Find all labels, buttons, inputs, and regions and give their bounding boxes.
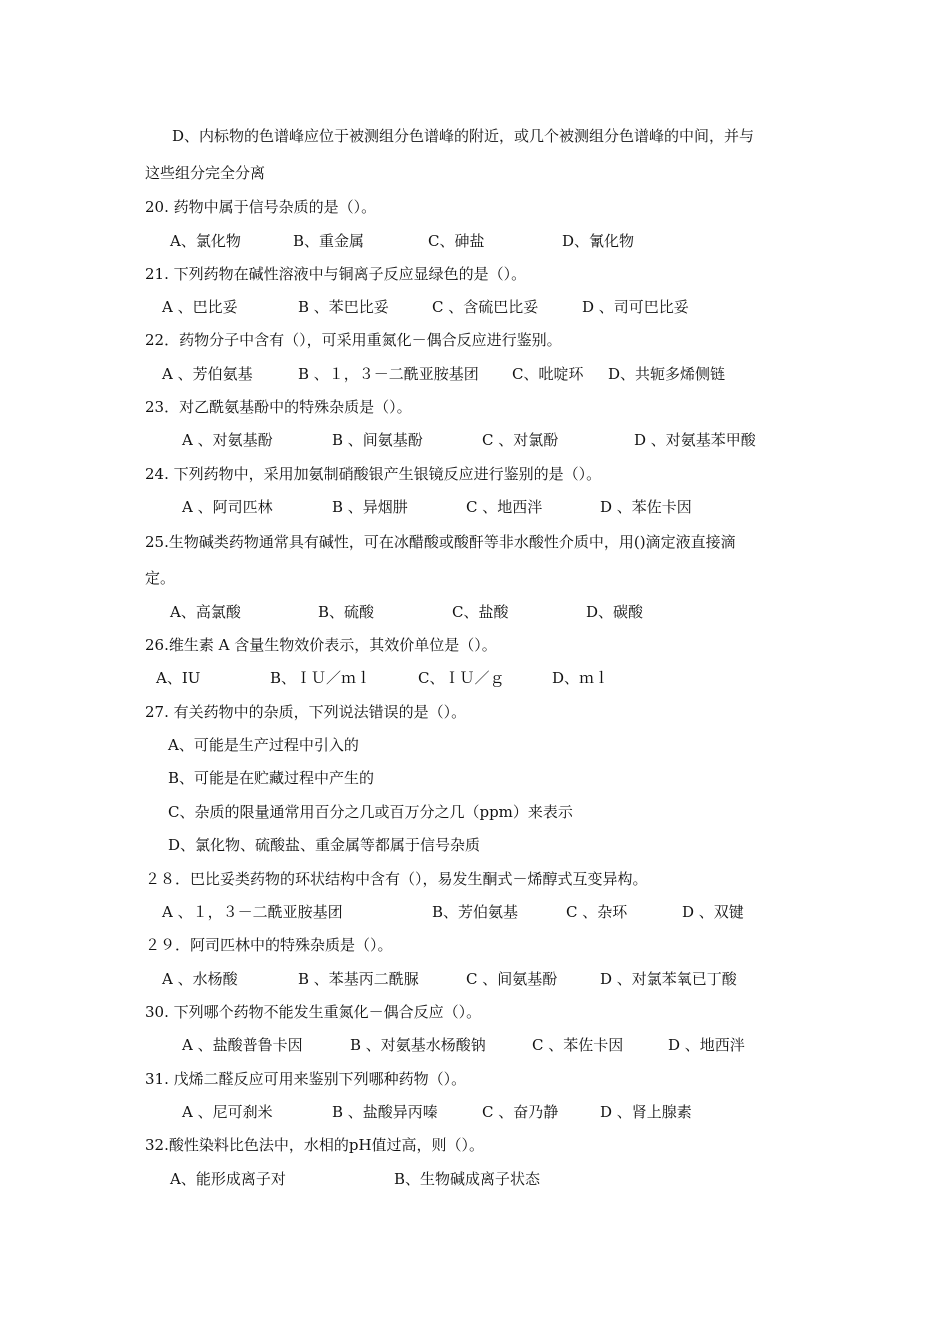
- option-b: B 、苯巴比妥: [298, 298, 389, 316]
- option-c: C 、奋乃静: [482, 1103, 559, 1121]
- option-b: B 、盐酸异丙嗪: [332, 1103, 438, 1121]
- question-27-stem: 27. 有关药物中的杂质，下列说法错误的是（）。: [145, 703, 467, 721]
- option-d: D 、对氯苯氧已丁酸: [600, 970, 737, 988]
- option-a: A、IU: [156, 669, 201, 687]
- option-d: D 、对氨基苯甲酸: [634, 431, 756, 449]
- option-d: D 、肾上腺素: [600, 1103, 692, 1121]
- option-a: A 、芳伯氨基: [162, 365, 253, 383]
- option-c: C 、苯佐卡因: [532, 1036, 624, 1054]
- question-21-stem: 21. 下列药物在碱性溶液中与铜离子反应显绿色的是（）。: [145, 265, 527, 283]
- question-24-stem: 24. 下列药物中，采用加氨制硝酸银产生银镜反应进行鉴别的是（）。: [145, 465, 602, 483]
- option-a: A 、尼可刹米: [182, 1103, 273, 1121]
- option-b: B 、１，３－二酰亚胺基团: [298, 365, 479, 383]
- option-a: A 、对氨基酚: [182, 431, 273, 449]
- question-27-option-a: A、可能是生产过程中引入的: [168, 736, 359, 754]
- question-29-stem: ２９．阿司匹林中的特殊杂质是（）。: [145, 936, 393, 954]
- option-d: D、氰化物: [562, 232, 635, 250]
- option-b: B 、对氨基水杨酸钠: [350, 1036, 486, 1054]
- option-a: A、氯化物: [170, 232, 241, 250]
- question-23-stem: 23．对乙酰氨基酚中的特殊杂质是（）。: [145, 398, 412, 416]
- question-26-stem: 26.维生素 A 含量生物效价表示，其效价单位是（）。: [145, 636, 497, 654]
- option-c: C 、对氯酚: [482, 431, 559, 449]
- option-c: C、砷盐: [428, 232, 485, 250]
- question-32-stem: 32.酸性染料比色法中，水相的pH值过高，则（）。: [145, 1136, 485, 1154]
- question-31-stem: 31. 戊烯二醛反应可用来鉴别下列哪种药物（）。: [145, 1070, 467, 1088]
- option-c: C 、杂环: [566, 903, 628, 921]
- option-b: B 、苯基丙二酰脲: [298, 970, 419, 988]
- option-c: C、ＩＵ／ｇ: [418, 669, 505, 687]
- option-b: B、ＩＵ／ｍｌ: [270, 669, 372, 687]
- option-a: A、能形成离子对: [170, 1170, 286, 1188]
- option-b: B、重金属: [293, 232, 365, 250]
- question-20-stem: 20. 药物中属于信号杂质的是（）。: [145, 198, 377, 216]
- question-22-stem: 22．药物分子中含有（），可采用重氮化－偶合反应进行鉴别。: [145, 331, 562, 349]
- option-a: A 、盐酸普鲁卡因: [182, 1036, 303, 1054]
- option-a: A 、巴比妥: [162, 298, 238, 316]
- intro-line-2: 这些组分完全分离: [145, 164, 266, 182]
- option-c: C 、间氨基酚: [466, 970, 558, 988]
- option-b: B、硫酸: [318, 603, 375, 621]
- question-25-stem-cont: 定。: [145, 569, 176, 587]
- option-a: A、高氯酸: [170, 603, 241, 621]
- option-d: D 、苯佐卡因: [600, 498, 692, 516]
- option-d: D 、司可巴比妥: [582, 298, 689, 316]
- option-d: D 、双键: [682, 903, 744, 921]
- option-d: D、共轭多烯侧链: [608, 365, 726, 383]
- question-27-option-d: D、氯化物、硫酸盐、重金属等都属于信号杂质: [168, 836, 481, 854]
- option-b: B、芳伯氨基: [432, 903, 519, 921]
- question-27-option-b: B、可能是在贮藏过程中产生的: [168, 769, 375, 787]
- option-a: A 、水杨酸: [162, 970, 238, 988]
- option-b: B、生物碱成离子状态: [394, 1170, 541, 1188]
- option-d: D 、地西泮: [668, 1036, 745, 1054]
- option-c: C 、含硫巴比妥: [432, 298, 539, 316]
- question-30-stem: 30. 下列哪个药物不能发生重氮化－偶合反应（）。: [145, 1003, 482, 1021]
- option-b: B 、异烟肼: [332, 498, 408, 516]
- option-a: A 、阿司匹林: [182, 498, 273, 516]
- option-d: D、碳酸: [586, 603, 644, 621]
- option-c: C、吡啶环: [512, 365, 584, 383]
- option-d: D、ｍｌ: [552, 669, 610, 687]
- question-28-stem: ２８．巴比妥类药物的环状结构中含有（），易发生酮式－烯醇式互变异构。: [145, 870, 648, 888]
- option-c: C 、地西泮: [466, 498, 543, 516]
- question-25-stem: 25.生物碱类药物通常具有碱性，可在冰醋酸或酸酐等非水酸性介质中，用()滴定液直接滴: [145, 533, 736, 551]
- option-b: B 、间氨基酚: [332, 431, 423, 449]
- intro-line-1: D、内标物的色谱峰应位于被测组分色谱峰的附近，或几个被测组分色谱峰的中间，并与: [172, 127, 755, 145]
- option-c: C、盐酸: [452, 603, 509, 621]
- option-a: A 、１，３－二酰亚胺基团: [162, 903, 343, 921]
- question-27-option-c: C、杂质的限量通常用百分之几或百万分之几（ppm）来表示: [168, 803, 573, 821]
